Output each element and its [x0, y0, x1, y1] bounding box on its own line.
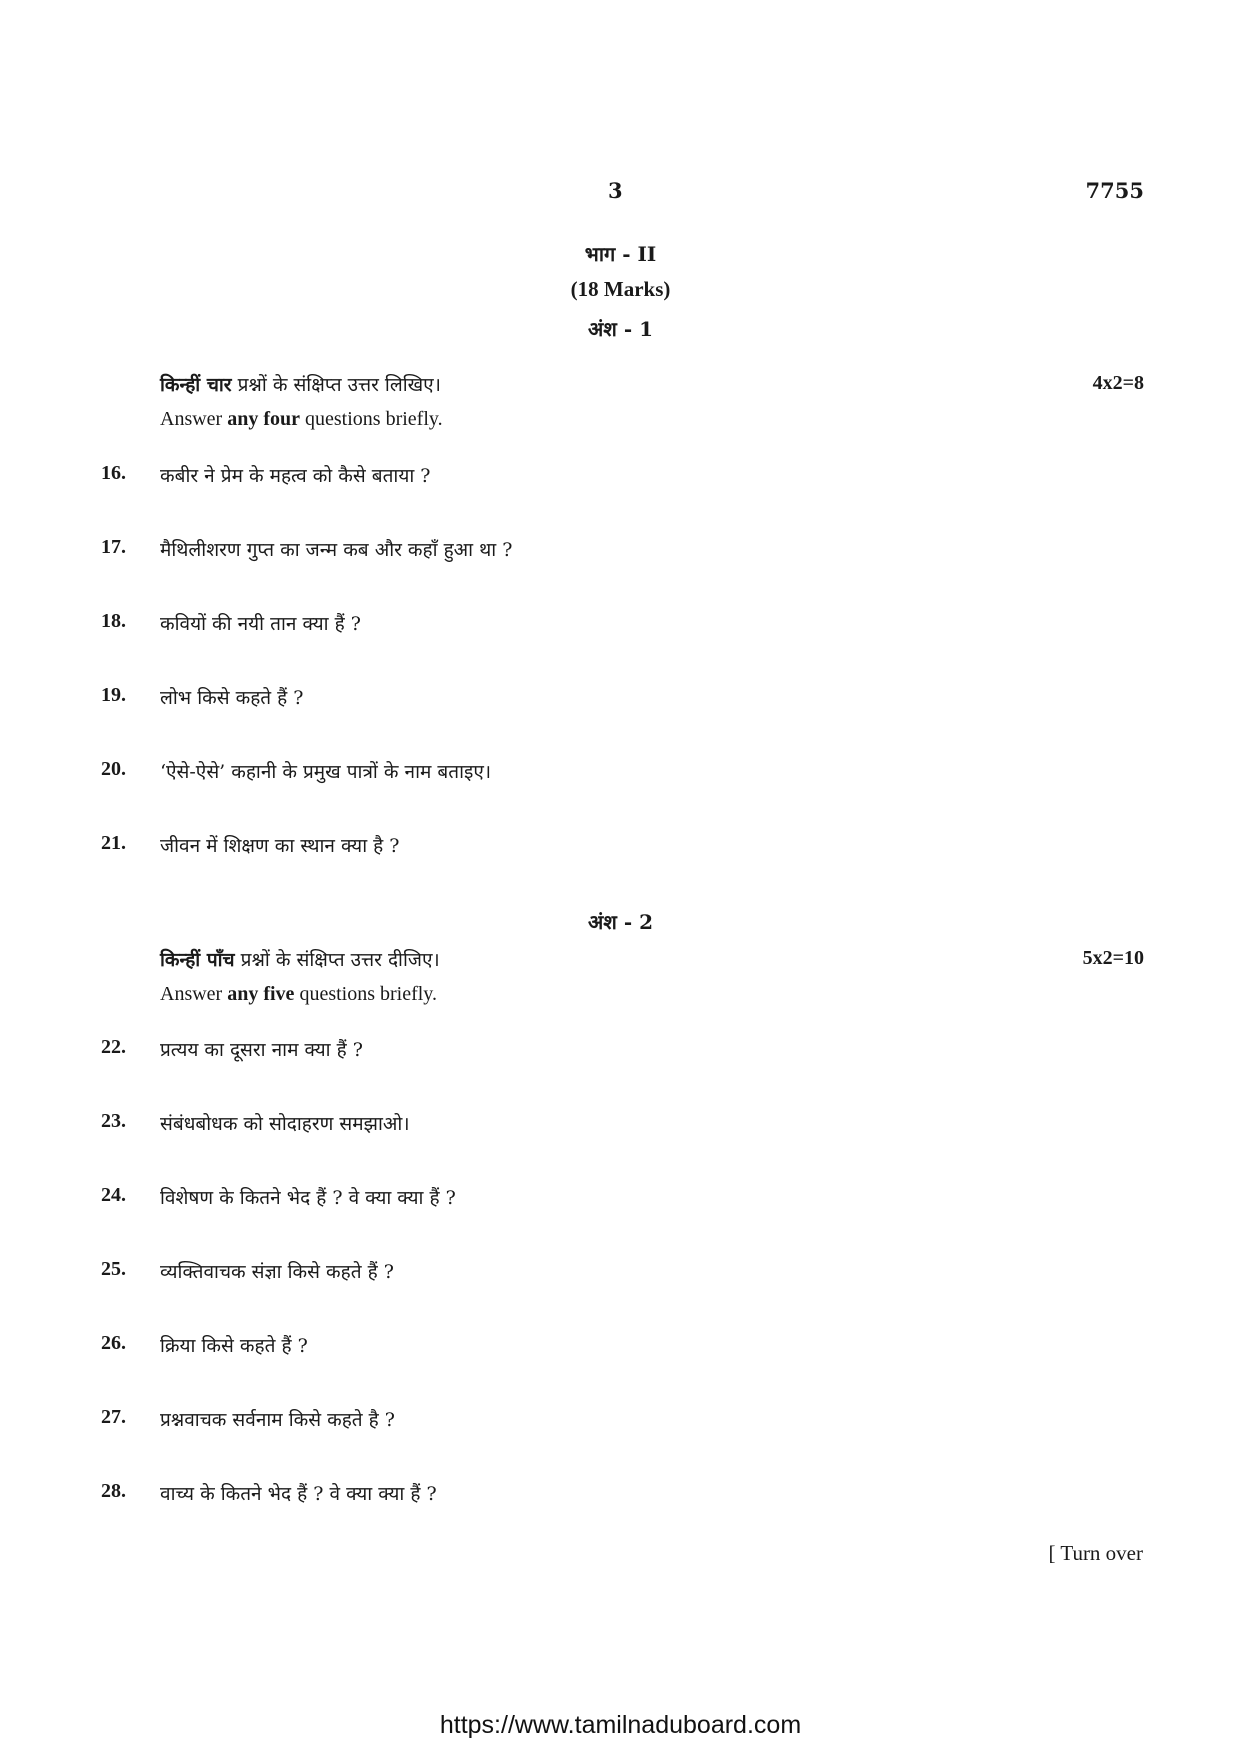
question-number: 25. — [101, 1258, 126, 1280]
question-text: कबीर ने प्रेम के महत्व को कैसे बताया ? — [160, 465, 431, 487]
section2-instruction-hindi — [160, 946, 440, 972]
section1-instruction-en-post: questions briefly. — [300, 408, 443, 430]
question-21 — [0, 832, 1241, 862]
section2-instruction-hindi-rest: प्रश्नों के संक्षिप्त उत्तर दीजिए। — [234, 949, 440, 971]
page-number: 3 — [608, 178, 623, 203]
question-text: प्रत्यय का दूसरा नाम क्या हैं ? — [160, 1039, 363, 1061]
question-24 — [0, 1184, 1241, 1214]
question-26 — [0, 1332, 1241, 1362]
paper-code: 7755 — [1085, 178, 1144, 203]
question-27 — [0, 1406, 1241, 1436]
question-number: 16. — [101, 462, 126, 484]
question-text: जीवन में शिक्षण का स्थान क्या है ? — [160, 835, 400, 857]
section2-marks: 5x2=10 — [1082, 947, 1144, 969]
section2-instruction-english — [160, 983, 437, 1006]
section1-instruction-hindi-rest: प्रश्नों के संक्षिप्त उत्तर लिखिए। — [231, 374, 441, 396]
question-number: 28. — [101, 1480, 126, 1502]
question-text: प्रश्नवाचक सर्वनाम किसे कहते है ? — [160, 1409, 395, 1431]
question-16 — [0, 462, 1241, 492]
section2-instruction-hindi-bold: किन्हीं पाँच — [160, 949, 235, 971]
section1-instruction-hindi — [160, 371, 441, 397]
section1-instruction-hindi-bold: किन्हीं चार — [160, 374, 232, 396]
question-text: क्रिया किसे कहते हैं ? — [160, 1335, 308, 1357]
question-text: विशेषण के कितने भेद हैं ? वे क्या क्या हैं ? — [160, 1187, 456, 1209]
question-number: 23. — [101, 1110, 126, 1132]
question-text: संबंधबोधक को सोदाहरण समझाओ। — [160, 1113, 410, 1135]
part-marks: (18 Marks) — [570, 277, 671, 301]
section2-title: अंश - 2 — [587, 910, 654, 934]
question-text: कवियों की नयी तान क्या हैं ? — [160, 613, 361, 635]
question-number: 18. — [101, 610, 126, 632]
question-number: 21. — [101, 832, 126, 854]
section1-instruction-en-bold: any four — [227, 408, 301, 430]
section1-title: अंश - 1 — [587, 317, 654, 341]
question-text: व्यक्तिवाचक संज्ञा किसे कहते हैं ? — [160, 1261, 394, 1283]
footer-url[interactable]: https://www.tamilnaduboard.com — [439, 1711, 802, 1739]
question-18 — [0, 610, 1241, 640]
question-number: 27. — [101, 1406, 126, 1428]
question-19 — [0, 684, 1241, 714]
question-text: लोभ किसे कहते हैं ? — [160, 687, 304, 709]
question-number: 22. — [101, 1036, 126, 1058]
question-text: मैथिलीशरण गुप्त का जन्म कब और कहाँ हुआ था ? — [160, 539, 513, 561]
question-20 — [0, 758, 1241, 788]
question-17 — [0, 536, 1241, 566]
question-28 — [0, 1480, 1241, 1510]
section2-instruction-en-bold: any five — [227, 983, 295, 1005]
question-text: वाच्य के कितने भेद हैं ? वे क्या क्या हैं ? — [160, 1483, 437, 1505]
question-22 — [0, 1036, 1241, 1066]
turn-over-note: [ Turn over — [1048, 1541, 1143, 1565]
part-title: भाग - II — [584, 242, 657, 266]
question-25 — [0, 1258, 1241, 1288]
section1-marks: 4x2=8 — [1092, 372, 1144, 394]
section1-instruction-en-pre: Answer — [160, 408, 228, 430]
question-number: 17. — [101, 536, 126, 558]
question-number: 26. — [101, 1332, 126, 1354]
question-text: ‘ऐसे-ऐसे’ कहानी के प्रमुख पात्रों के नाम बताइए। — [160, 761, 492, 783]
question-number: 24. — [101, 1184, 126, 1206]
section1-instruction-english — [160, 408, 443, 431]
section2-instruction-en-pre: Answer — [160, 983, 228, 1005]
question-number: 19. — [101, 684, 126, 706]
question-23 — [0, 1110, 1241, 1140]
section2-instruction-en-post: questions briefly. — [294, 983, 438, 1005]
question-number: 20. — [101, 758, 126, 780]
